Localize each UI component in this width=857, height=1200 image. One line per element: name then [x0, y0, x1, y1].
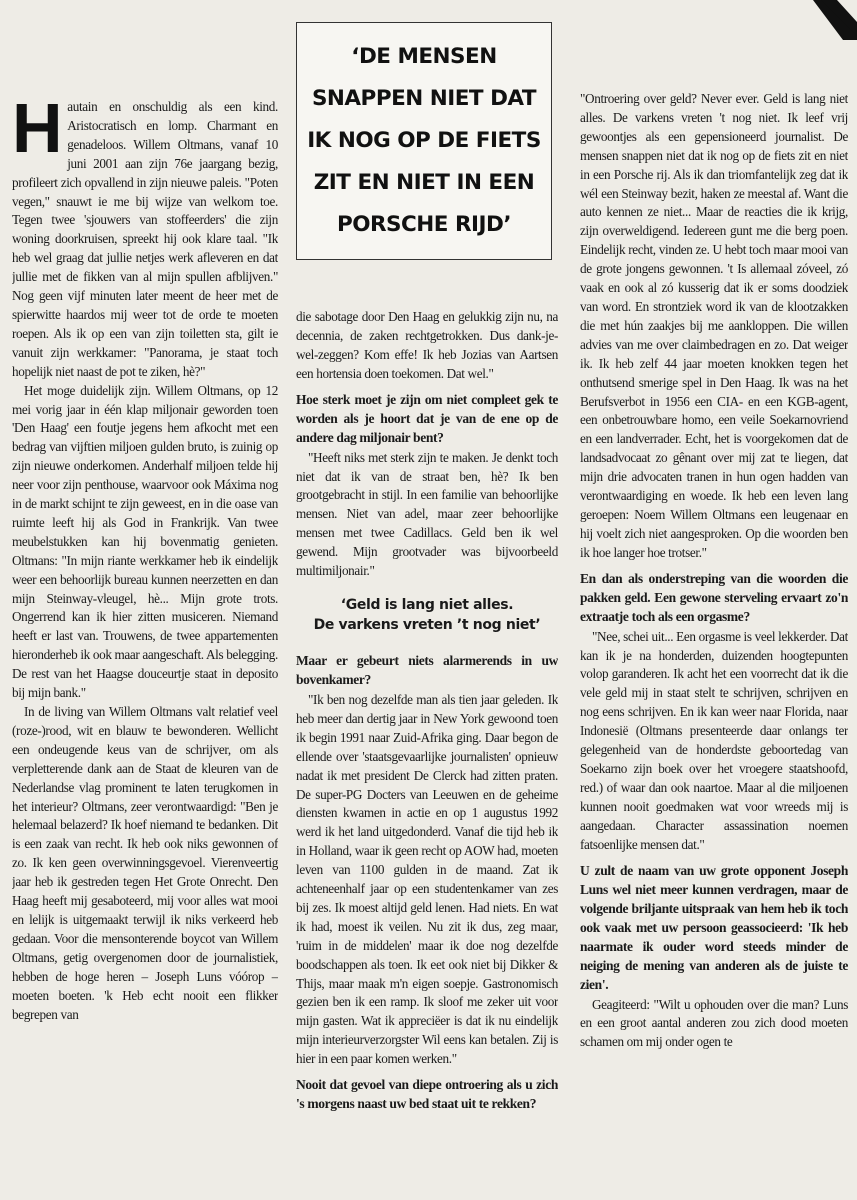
- subheading: [296, 595, 558, 635]
- col3-paragraph-3: Geagiteerd: "Wilt u ophouden over die man? Luns en een groot aantal anderen zou zich dood moeten schamen om mij onder ogen te: [580, 996, 848, 1050]
- subheading-line-1: ‘Geld is lang niet alles.: [340, 596, 514, 613]
- question-5: U zult de naam van uw grote opponent Joseph Luns wel niet meer kunnen verdragen, maar de volgende briljante uitspraak van hem heb ik toch ook vaak met uw persoon geassocieerd: 'Ik heb naarmate ik ouder word steeds minder de neiging de mening van anderen als de juiste te zien'.: [580, 862, 848, 992]
- col3-paragraph-2: "Nee, schei uit... Een orgasme is veel lekkerder. Dat kan ik je na honderden, duizenden hoogtepunten volop garanderen. Ik acht het een voorrecht dat ik die vele geld mij in staat stelt te schrijven, schrijven en nog eens schrijven. En ik kan weer naar Florida, naar Indonesië (Oltmans presenteerde daar onlangs ter gelegenheid van de honderdste geboortedag van Soekarno zijn boek over het vroegere staatshoofd, red.) of waar dan ook naartoe. Maar al die miljoenen kunnen nooit goedmaken wat voor wreeds mij is aangedaan. Character assassination noemen fatsoenlijke mensen dat.": [580, 628, 848, 852]
- col1-paragraph-3: In de living van Willem Oltmans valt relatief veel (roze-)rood, wit en blauw te bewonderen. Wellicht een ondeugende keus van de schrijver, om als verpletterende dank aan de Staat de kleuren van de Nederlandse vlag prominent te laten terugkomen in het interieur? Oltmans, zeer verontwaardigd: "Ben je helemaal belazerd? Ik hoef niemand te bedanken. Dit is een zaak van recht. Ik heb ook niks gewonnen of zo. Ik ken geen overwinningsgevoel. Vierenveertig jaar heb ik gestreden tegen Het Grote Onrecht. Den Haag heeft mij gesaboteerd, mij voor alles wat mooi en lelijk is uitgemaakt terwijl ik niks verkeerd heb gedaan. Voor die mensonterende boycot van Willem Oltmans, getig overgenomen door de journalistiek, hebben de hoge heren – Joseph Luns vóórop – moeten boeten. 'k Heb echt nooit een flikker begrepen van: [12, 704, 278, 1022]
- article-column-2: [296, 0, 558, 1200]
- question-3: Nooit dat gevoel van diepe ontroering als u zich 's morgens naast uw bed staat uit te rekken?: [296, 1077, 558, 1112]
- column-2-text: [296, 308, 558, 1115]
- article-column-1: [12, 0, 278, 1200]
- col1-paragraph-1: autain en onschuldig als een kind. Aristocratisch en lomp. Charmant en genadeloos. Willem Oltmans, vanaf 10 juni 2001 aan zijn 76e jaargang bezig, profileert zich opvallend in zijn nieuwe paleis. "Poten vegen," snauwt ie me bij wijze van welkom toe. Tegen twee 'sjouwers van stoffeerders' die zijn woning doorkruisen, spreekt hij ook klare taal. "Ik heb wel graag dat jullie netjes werk afleveren en dat jullie met de fikken van al mijn spullen afblijven." Nog geen vijf minuten later meent de heer met de spierwitte haardos mij weer tot de orde te moeten roepen. Als ik op een van zijn toiletten sta, gilt ie vanuit zijn werkkamer: "Panorama, je staat toch hopelijk niet naast de pot te ziken, hè?": [12, 99, 278, 379]
- subheading-line-2: De varkens vreten ’t nog niet’: [313, 616, 541, 633]
- question-1: Hoe sterk moet je zijn om niet compleet gek te worden als je hoort dat je van de ene op de andere dag miljonair bent?: [296, 391, 558, 445]
- question-4: En dan als onderstreping van die woorden die pakken geld. Een gewone sterveling ervaart zo'n extraatje toch als een orgasme?: [580, 570, 848, 624]
- col1-paragraph-2: Het moge duidelijk zijn. Willem Oltmans, op 12 mei vorig jaar in één klap miljonair geworden toen 'Den Haag' een foutje jegens hem afkocht met een bedrag van vijftien miljoen gulden bruto, is zuinig op zijn nieuwe onderkomen. Anderhalf miljoen telde hij neer voor zijn penthouse, waarvoor ook Máxima nog in de markt schijnt te zijn geweest, en in die oase van ruimte leeft hij als God in Frankrijk. Van twee meubelstukken kan hij bovenmatig genieten. Oltmans: "In mijn riante werkkamer heb ik eindelijk weer een behoorlijk bureau kunnen neerzetten en dan mijn Steinway-vleugel, hè... Mijn grote trots. Ongerrend kan ik hier zitten musiceren. Niemand heeft er last van. Trouwens, de twee appartementen hieronderheb ik ook maar aangeschaft. Als belegging. De rest van het Haagse douceurtje staat in deposito bij mijn bank.": [12, 382, 278, 701]
- col2-paragraph-2: "Heeft niks met sterk zijn te maken. Je denkt toch niet dat ik van de straat ben, hè? Ik ben grootgebracht in stijl. In een familie van behoorlijke mensen. Niet van adel, maar zeer behoorlijke mensen met twee Cadillacs. Geld ben ik wel gewend. Mijn grootvader was bijvoorbeeld multimiljonair.": [296, 449, 558, 579]
- col2-paragraph-3: "Ik ben nog dezelfde man als tien jaar geleden. Ik heb meer dan dertig jaar in New York gewoond toen ik begin 1991 naar Zuid-Afrika ging. Daar begon de ellende over 'staatsgevaarlijke journalisten' opnieuw nadat ik met president De Clerck had zitten praten. De super-PG Docters van Leeuwen en de geheime diensten kwamen in actie en op 1 augustus 1992 werd ik het land uitgedonderd. Vanaf die tijd heb ik in Holland, waar ik geen recht op AOW had, moeten leven van 1100 gulden in de maand. Zat ik achteneenhalf jaar op een studentenkamer van zes bij zes. Ik moest altijd geld lenen. Had niets. En wat ik had, moest ik veilen. Nu zit ik dus, zeg maar, 'ruim in de middelen' maar ik doe nog dezelfde boodschappen als toen. Ik eet ook niet bij Dikker & Thijs, maar maak m'n eigen soepje. Gastronomisch gezien ben ik een ramp. Ik sloof me zeker uit voor mijn gasten. Wat ik appreciëer is dat ik nu eindelijk mijn interieurverzorgster Wil eens kan betalen. Zij is hier in een paar komen werken.": [296, 691, 558, 1067]
- article-column-3: [580, 0, 848, 1200]
- pull-quote: ‘DE MENSEN SNAPPEN NIET DAT IK NOG OP DE FIETS ZIT EN NIET IN EEN PORSCHE RIJD’: [307, 44, 541, 237]
- col3-paragraph-1: "Ontroering over geld? Never ever. Geld is lang niet alles. De varkens vreten 't nog niet. Ik leef vrij gewoontjes als een gepensioneerd journalist. De mensen snappen niet dat ik nog op de fiets zit en niet in een Porsche rij. Als ik dan triomfantelijk zeg dat ik wél een Steinway bezit, haken ze meestal af. Want die auto kennen ze niet... Maar de reacties die ik krijg, zijn overweldigend. Iedereen gunt me die berg poen. Eindelijk recht, vinden ze. U hebt toch maar mooi van de grote jongens gewonnen. 't Is allemaal zóveel, zó vaak en ook al zó kusserig dat ik er soms doodziek van word. En strontziek word ik van de klootzakken die met hún zaakjes bij me aankloppen. Die willen advies van me over claimbedragen en zo. Dat weiger ik. Ik heb zelf 44 jaar moeten knokken tegen het onthutsend smerige spel in Den Haag. Ik was na het Berufsverbot in 1956 een CIA- en een KGB-agent, een onbetrouwbare homo, een veile Soekarnovriend en een landverrader. Echt, het is voorgekomen dat de landsadvocaat zo gênant over mij zat te liegen, dat mijn drie advocaten tranen in hun ogen hadden van verontwaardiging en woede. Ik heb een leven lang geroepen: Noem Willem Oltmans een leugenaar en hij voelt zich niet aangesproken. Op die woorden ben ik hoe langer hoe trotser.": [580, 91, 848, 560]
- question-2: Maar er gebeurt niets alarmerends in uw bovenkamer?: [296, 652, 558, 687]
- drop-cap: H: [12, 89, 63, 167]
- col2-paragraph-1: die sabotage door Den Haag en gelukkig zijn nu, na decennia, de zaken rechtgetrokken. Dus dank-je-wel-zeggen? Kom effe! Ik heb Jozias van Aartsen een hortensia doen toekomen. Dat wel.": [296, 309, 558, 381]
